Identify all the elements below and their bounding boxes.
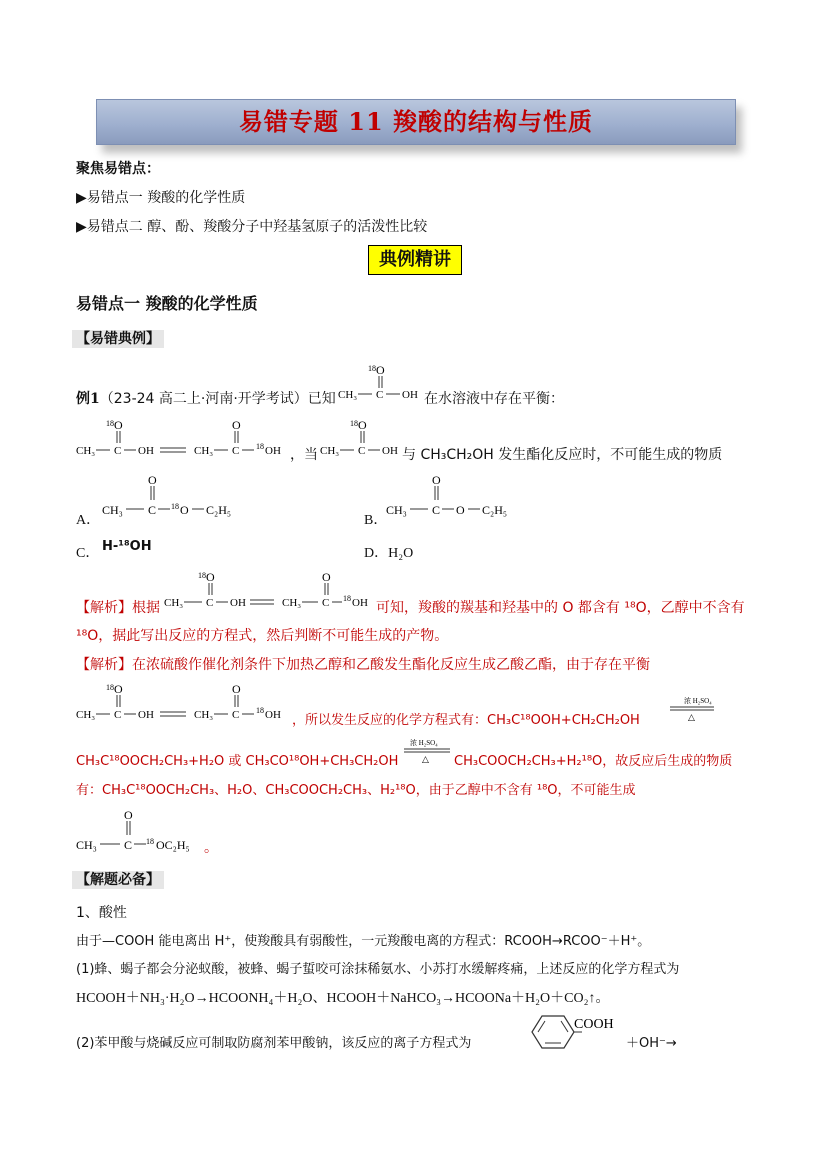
svg-text:18: 18 <box>350 419 358 428</box>
svg-text:OH: OH <box>230 597 246 609</box>
svg-text:C: C <box>114 709 122 721</box>
s-o: O <box>376 363 385 377</box>
delta-1: △ <box>688 712 695 722</box>
svg-text:18: 18 <box>256 442 264 451</box>
structure-acetic-18o-carbonyl <box>336 360 422 404</box>
svg-text:OH: OH <box>138 709 154 721</box>
svg-text:CH₃: CH₃ <box>194 445 214 457</box>
equilibrium-structures-3 <box>76 680 292 724</box>
svg-text:C: C <box>358 445 366 457</box>
analysis2-p3a: CH₃C¹⁸OOCH₂CH₃+H₂O 或 CH₃CO¹⁸OH+CH₃CH₂OH <box>76 754 399 769</box>
svg-text:C₂H₅: C₂H₅ <box>206 503 232 517</box>
analysis2-p5: 。 <box>204 840 218 856</box>
example-badge: 典例精讲 <box>368 245 462 275</box>
svg-text:C: C <box>432 503 441 517</box>
section-heading-1: 易错点一 羧酸的化学性质 <box>76 294 258 313</box>
svg-text:18: 18 <box>343 594 351 603</box>
reaction-condition-arrow-2 <box>402 736 454 764</box>
analysis1-b: 可知，羧酸的羰基和羟基中的 O 都含有 ¹⁸O，乙醇中不含有 <box>376 600 745 616</box>
svg-text:CH₃: CH₃ <box>386 503 407 517</box>
option-c-label: C． <box>76 546 100 561</box>
svg-text:OH: OH <box>265 445 281 457</box>
svg-text:O: O <box>432 473 441 487</box>
ex1-after: 在水溶液中存在平衡： <box>424 391 564 407</box>
svg-text:C: C <box>232 445 240 457</box>
svg-text:CH₃: CH₃ <box>102 503 123 517</box>
option-b-structure <box>384 472 524 520</box>
svg-text:C₂H₅: C₂H₅ <box>482 503 508 517</box>
option-b-label: B． <box>364 513 388 528</box>
reaction-condition-arrow-1 <box>668 694 718 722</box>
svg-text:OH: OH <box>382 445 398 457</box>
svg-text:CH₃: CH₃ <box>320 445 340 457</box>
s-c: C <box>376 389 384 401</box>
acid-line-3: HCOOH＋NH₃·H₂O→HCOONH₄＋H₂O、HCOOH＋NaHCO₃→HCOONa＋H₂O＋CO₂↑。 <box>76 991 610 1006</box>
analysis1-a: 【解析】根据 <box>76 600 160 616</box>
page-title: 易错专题 11 羧酸的结构与性质 <box>238 107 594 136</box>
svg-text:OH: OH <box>352 597 368 609</box>
svg-text:O: O <box>148 473 157 487</box>
svg-text:O: O <box>358 418 367 432</box>
svg-text:O: O <box>114 682 123 696</box>
cond-label-2: 浓 H₂SO₄ <box>410 739 438 747</box>
acid-heading: 1、酸性 <box>76 905 127 921</box>
svg-text:C: C <box>232 709 240 721</box>
analysis2-p4: 有：CH₃C¹⁸OOCH₂CH₃、H₂O、CH₃COOCH₂CH₃、H₂¹⁸O，由于乙醇中不含有 ¹⁸O，不可能生成 <box>76 783 636 798</box>
ex1-line2b: 与 CH₃CH₂OH 发生酯化反应时，不可能生成的物质 <box>402 447 723 463</box>
svg-text:CH₃: CH₃ <box>76 709 96 721</box>
acid-line-4: (2)苯甲酸与烧碱反应可制取防腐剂苯甲酸钠，该反应的离子方程式为 <box>76 1036 472 1051</box>
equilibrium-structures-2 <box>160 568 376 612</box>
svg-text:O: O <box>232 418 241 432</box>
svg-text:CH₃: CH₃ <box>76 838 97 852</box>
focus-item-2: ▶易错点二 醇、酚、羧酸分子中羟基氢原子的活泼性比较 <box>76 219 428 235</box>
tag-example: 【易错典例】 <box>72 330 164 348</box>
svg-text:C: C <box>124 838 133 852</box>
svg-text:18: 18 <box>171 502 179 511</box>
svg-text:OH: OH <box>138 445 154 457</box>
ex1-source: （23-24 高二上·河南·开学考试）已知 <box>99 391 336 407</box>
svg-text:18: 18 <box>256 706 264 715</box>
option-a-structure <box>100 472 250 520</box>
cond-label-1: 浓 H₂SO₄ <box>684 697 712 705</box>
s-oc2h5: OC₂H₅ <box>156 838 190 852</box>
s-oh: OH <box>402 389 418 401</box>
analysis2-p1: 【解析】在浓硫酸作催化剂条件下加热乙醇和乙酸发生酯化反应生成乙酸乙酯，由于存在平衡 <box>76 657 650 673</box>
analysis2-p3b: CH₃COOCH₂CH₃+H₂¹⁸O，故反应后生成的物质 <box>454 754 733 769</box>
svg-text:CH₃: CH₃ <box>76 445 96 457</box>
svg-text:CH₃: CH₃ <box>282 597 302 609</box>
option-c-value: H-¹⁸OH <box>102 539 152 554</box>
focus-item-1: ▶易错点一 羧酸的化学性质 <box>76 190 246 206</box>
svg-text:O: O <box>456 503 465 517</box>
s-o18: 18 <box>368 364 376 373</box>
option-d: D．H₂O <box>364 546 414 561</box>
svg-text:C: C <box>114 445 122 457</box>
structure-acetic-18o <box>318 416 402 460</box>
svg-text:CH₃: CH₃ <box>164 597 184 609</box>
svg-text:O: O <box>114 418 123 432</box>
svg-text:18: 18 <box>198 571 206 580</box>
svg-text:O: O <box>232 682 241 696</box>
svg-text:C: C <box>206 597 214 609</box>
svg-text:OH: OH <box>265 709 281 721</box>
equilibrium-structures-1 <box>76 416 292 460</box>
svg-text:O: O <box>206 570 215 584</box>
svg-text:C: C <box>148 503 157 517</box>
svg-text:18: 18 <box>106 683 114 692</box>
cooh-label: COOH <box>574 1017 614 1032</box>
s-ch3: CH₃ <box>338 389 358 401</box>
tag-must: 【解题必备】 <box>72 871 164 889</box>
analysis1-c: ¹⁸O，据此写出反应的方程式，然后判断不可能生成的产物。 <box>76 628 449 644</box>
benzoic-acid-structure <box>520 1012 630 1052</box>
ex1-line2: ，当 <box>290 447 318 463</box>
focus-heading: 聚焦易错点： <box>76 161 160 177</box>
structure-ethyl-acetate-18o <box>76 804 210 856</box>
acid-line-1: 由于—COOH 能电离出 H⁺，使羧酸具有弱酸性，一元羧酸电离的方程式：RCOOH→RCOO⁻＋H⁺。 <box>76 934 651 949</box>
ex1-label: 例1 <box>76 391 100 407</box>
title-banner <box>96 99 736 145</box>
ex1-intro <box>76 388 336 408</box>
delta-2: △ <box>422 754 429 764</box>
acid-line-4b: ＋OH⁻→ <box>626 1036 677 1051</box>
option-a-label: A． <box>76 513 101 528</box>
svg-text:O: O <box>124 808 133 822</box>
svg-text:O: O <box>180 503 189 517</box>
svg-text:18: 18 <box>146 837 154 846</box>
analysis2-p2: ，所以发生反应的化学方程式有：CH₃C¹⁸OOH+CH₂CH₂OH <box>292 713 640 728</box>
acid-line-2: (1)蜂、蝎子都会分泌蚁酸，被蜂、蝎子蜇咬可涂抹稀氨水、小苏打水缓解疼痛，上述反应的化学方程式为 <box>76 962 680 977</box>
svg-text:O: O <box>322 570 331 584</box>
svg-text:C: C <box>322 597 330 609</box>
svg-text:18: 18 <box>106 419 114 428</box>
svg-text:CH₃: CH₃ <box>194 709 214 721</box>
